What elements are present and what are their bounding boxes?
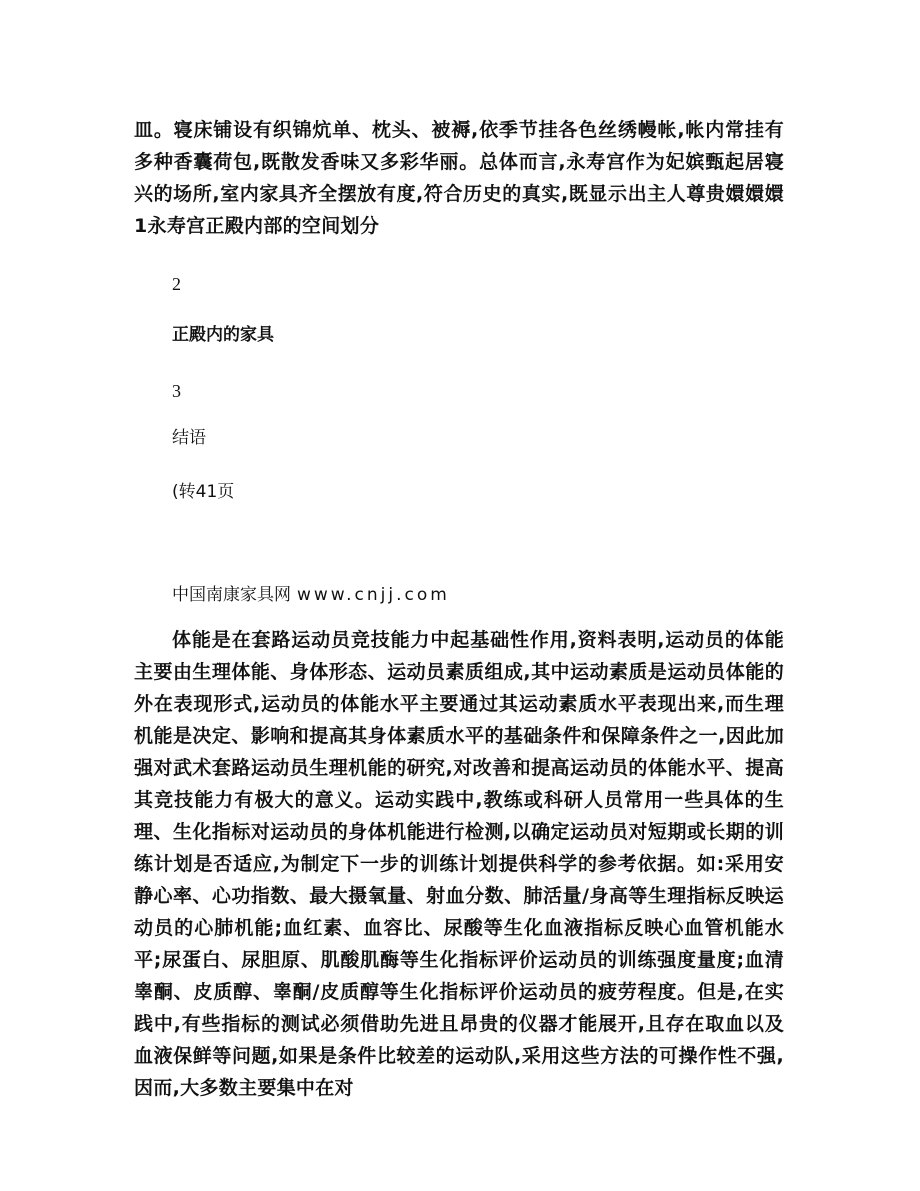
intro-paragraph: 皿。寝床铺设有织锦炕单、枕头、被褥,依季节挂各色丝绣幔帐,帐内常挂有多种香囊荷包,既散发香味又多彩华丽。总体而言,永寿宫作为妃嫔甄起居寝兴的场所,室内家具齐全摆放有度,符合历史的真实,既显示出主人尊贵嬛嬛嬛1永寿宫正殿内部的空间划分 bbox=[134, 119, 784, 237]
site-credit bbox=[172, 583, 450, 607]
site-url: www.cnjj.com bbox=[297, 585, 450, 605]
section-3-title: 结语 bbox=[172, 428, 206, 448]
body-paragraph: 体能是在套路运动员竞技能力中起基础性作用,资料表明,运动员的体能主要由生理体能、身体形态、运动员素质组成,其中运动素质是运动员体能的外在表现形式,运动员的体能水平主要通过其运动素质水平表现出来,而生理机能是决定、影响和提高其身体素质水平的基础条件和保障条件之一,因此加强对武术套路运动员生理机能的研究,对改善和提高运动员的体能水平、提高其竞技能力有极大的意义。运动实践中,教练或科研人员常用一些具体的生理、生化指标对运动员的身体机能进行检测,以确定运动员对短期或长期的训练计划是否适应,为制定下一步的训练计划提供科学的参考依据。如:采用安静心率、心功指数、最大摄氧量、射血分数、肺活量/身高等生理指标反映运动员的心肺机能;血红素、血容比、尿酸等生化血液指标反映心血管机能水平;尿蛋白、尿胆原、肌酸肌酶等生化指标评价运动员的训练强度量度;血清睾酮、皮质醇、睾酮/皮质醇等生化指标评价运动员的疲劳程度。但是,在实践中,有些指标的测试必须借助先进且昂贵的仪器才能展开,且存在取血以及血液保鲜等问题,如果是条件比较差的运动队,采用这些方法的可操作性不强,因而,大多数主要集中在对 bbox=[134, 629, 784, 1099]
section-2-number: 2 bbox=[172, 274, 181, 294]
section-3-number: 3 bbox=[172, 381, 181, 401]
section-2-title: 正殿内的家具 bbox=[172, 325, 274, 345]
continued-note: (转41页 bbox=[172, 482, 235, 502]
site-name: 中国南康家具网 bbox=[172, 585, 291, 605]
